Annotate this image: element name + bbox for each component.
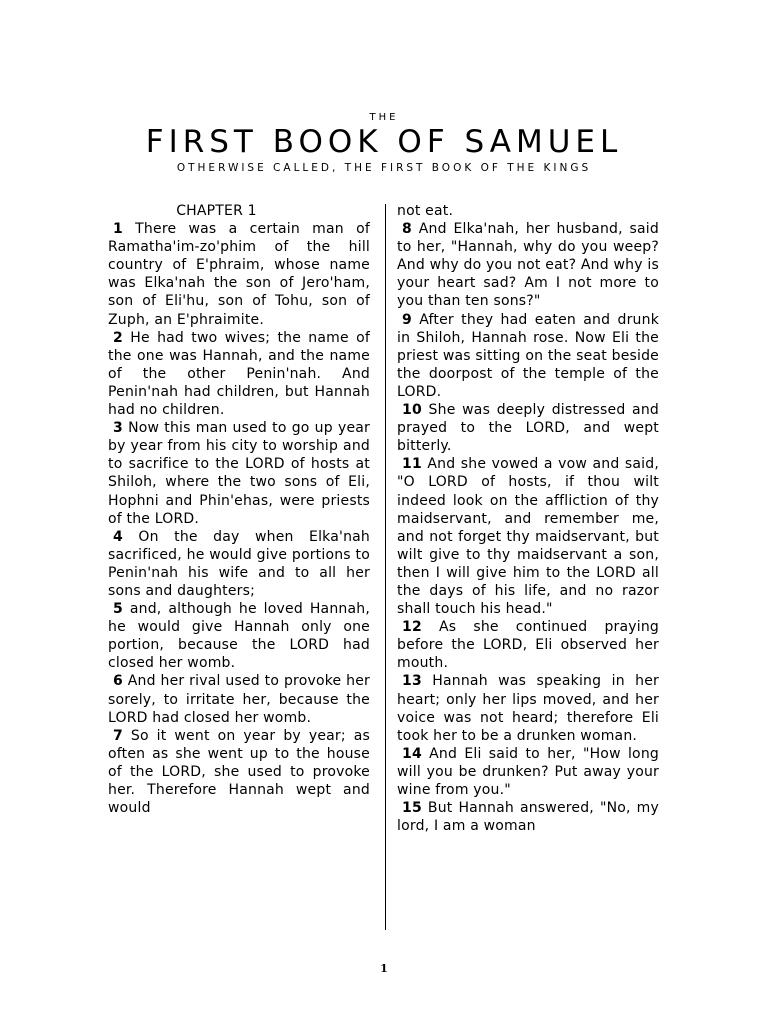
book-subtitle: OTHERWISE CALLED, THE FIRST BOOK OF THE KINGS xyxy=(176,162,592,174)
verse-text: After they had eaten and drunk in Shiloh, Hannah rose. Now Eli the priest was sitting on the seat beside the doorpost of the temple of the LORD. xyxy=(397,311,659,400)
verse xyxy=(397,745,659,799)
verse-number: 11 xyxy=(402,456,422,473)
verse xyxy=(397,672,659,744)
verse-text: And Eli said to her, "How long will you be drunken? Put away your wine from you." xyxy=(397,745,659,798)
verse-text: and, although he loved Hannah, he would give Hannah only one portion, because the LORD had closed her womb. xyxy=(108,601,370,672)
verse xyxy=(397,311,659,401)
verse xyxy=(397,799,659,835)
verse xyxy=(108,419,370,528)
verse-number: 10 xyxy=(402,402,422,419)
verse-text: Now this man used to go up year by year from his city to worship and to sacrifice to the LORD of hosts at Shiloh, where the two sons of Eli, Hophni and Phin'ehas, were priests of the LORD. xyxy=(108,420,370,527)
left-column xyxy=(108,202,370,817)
book-title: FIRST BOOK OF SAMUEL xyxy=(145,124,623,160)
verse-text: And she vowed a vow and said, "O LORD of hosts, if thou wilt indeed look on the affliction of thy maidservant, and remember me, and not forget thy maidservant, but wilt give to thy maidservant a son, then I will give him to the LORD all the days of his life, and no razor shall touch his head." xyxy=(397,456,659,618)
verse-text: On the day when Elka'nah sacrificed, he would give portions to Penin'nah his wife and to all her sons and daughters; xyxy=(108,528,370,599)
verse xyxy=(108,600,370,672)
verse-continuation xyxy=(397,202,659,220)
verse-text: And Elka'nah, her husband, said to her, "Hannah, why do you weep? And why do you not eat? And why is your heart sad? Am I not more to you than ten sons?" xyxy=(397,221,659,310)
verse xyxy=(108,672,370,726)
verse-number: 5 xyxy=(113,601,123,618)
verse-number: 13 xyxy=(402,673,422,690)
verse-number: 8 xyxy=(402,221,412,238)
verse-number: 2 xyxy=(113,329,123,346)
verse-text: Hannah was speaking in her heart; only her lips moved, and her voice was not heard; therefore Eli took her to be a drunken woman. xyxy=(397,673,659,744)
verse-text: But Hannah answered, "No, my lord, I am a woman xyxy=(397,800,659,835)
verse-number: 12 xyxy=(402,619,422,636)
column-divider xyxy=(385,204,386,930)
verse-text: And her rival used to provoke her sorely, to irritate her, because the LORD had closed her womb. xyxy=(108,673,370,726)
right-column xyxy=(397,202,659,835)
verse xyxy=(397,455,659,618)
chapter-heading: CHAPTER 1 xyxy=(176,203,257,219)
page-number: 1 xyxy=(380,962,388,975)
verse xyxy=(397,618,659,672)
verse-number: 14 xyxy=(402,745,422,762)
verse-text: He had two wives; the name of the one was Hannah, and the name of the other Penin'nah. And Penin'nah had children, but Hannah had no children. xyxy=(108,329,370,419)
verse-number: 15 xyxy=(402,800,422,817)
verse-number: 4 xyxy=(113,528,123,545)
verse xyxy=(108,220,370,329)
verse xyxy=(108,528,370,600)
verse xyxy=(108,329,370,419)
verse-number: 6 xyxy=(113,673,123,690)
verse-number: 1 xyxy=(113,221,123,238)
verse-text: There was a certain man of Ramatha'im-zo'phim of the hill country of E'phraim, whose name was Elka'nah the son of Jero'ham, son of Eli'hu, son of Tohu, son of Zuph, an E'phraimite. xyxy=(108,221,370,328)
verse-number: 7 xyxy=(113,727,123,744)
verse-text: not eat. xyxy=(397,203,454,219)
verse-text: She was deeply distressed and prayed to the LORD, and wept bitterly. xyxy=(397,402,659,455)
verse-text: As she continued praying before the LORD, Eli observed her mouth. xyxy=(397,619,659,672)
verse-number: 9 xyxy=(402,311,412,328)
verse-text: So it went on year by year; as often as she went up to the house of the LORD, she used to provoke her. Therefore Hannah wept and would xyxy=(108,727,370,817)
verse xyxy=(397,401,659,455)
book-pretitle: THE xyxy=(369,112,399,123)
verse xyxy=(397,220,659,310)
verse-number: 3 xyxy=(113,420,123,437)
verse xyxy=(108,727,370,817)
